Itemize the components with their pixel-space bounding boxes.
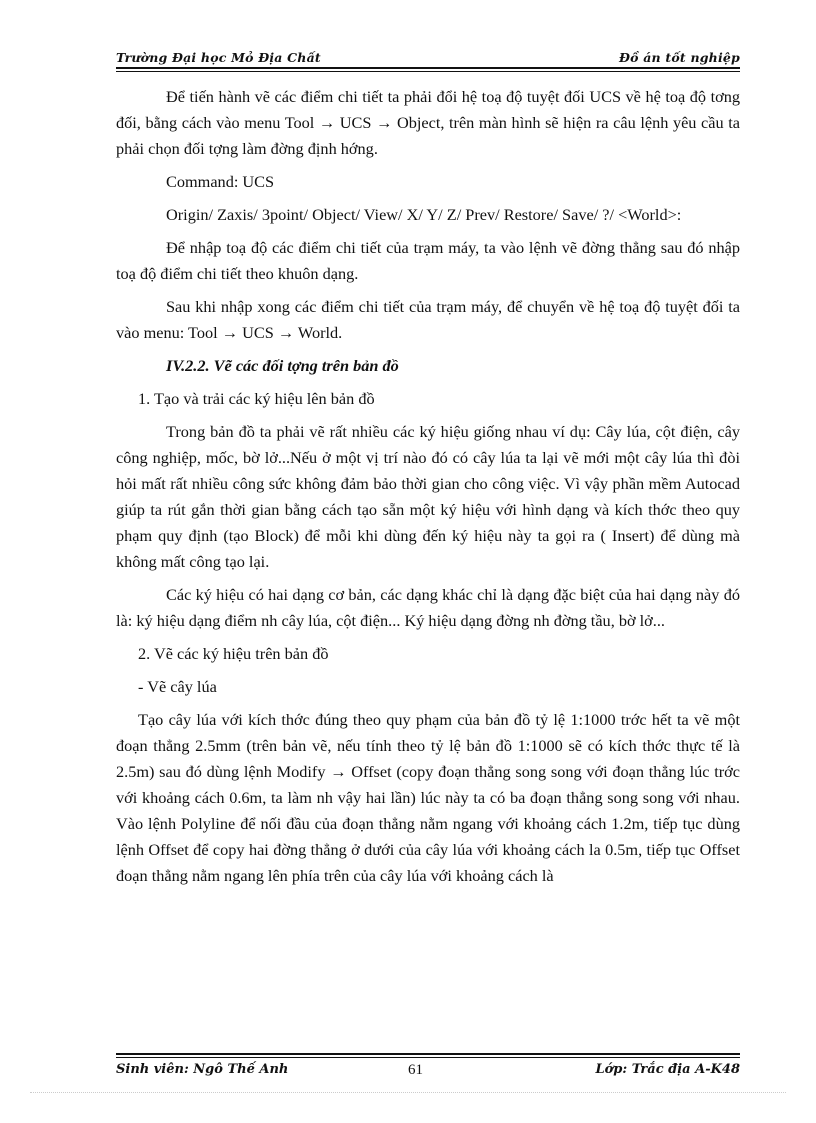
page-number: 61 [408, 1062, 423, 1078]
paragraph-command-options: Origin/ Zaxis/ 3point/ Object/ View/ X/ Y/ Z/ Prev/ Restore/ Save/ ?/ <World>: [166, 205, 682, 224]
paragraph-rice-steps: Tạo cây lúa với kích thớc đúng theo quy phạm của bản đồ tỷ lệ 1:1000 trớc hết ta vẽ một đoạn thẳng 2.5mm (trên bản vẽ, nếu tính theo tỷ lệ bản đồ 1:1000 sẽ có kích thớc thực tế là 2.5m) sau đó dùng lệnh Modify → Offset (copy đoạn thẳng song song với đoạn thẳng lúc trớc với khoảng cách 0.6m, ta làm nh vậy hai lần) lúc này ta có ba đoạn thẳng song song với nhau. Vào lệnh Polyline để nối đầu của đoạn thẳng nằm ngang với khoảng cách 1.2m, tiếp tục dùng lệnh Offset để copy hai đờng thẳng ở dưới của cây lúa với khoảng cách la 0.5m, tiếp tục Offset đoạn thẳng nằm ngang lên phía trên của cây lúa với khoảng cách là [116, 710, 740, 885]
paragraph-command: Command: UCS [166, 172, 275, 191]
header-rule-thick [116, 67, 740, 69]
footer-rule-thick [116, 1053, 740, 1055]
header-school: Trường Đại học Mỏ Địa Chất [116, 50, 321, 65]
subheading-rice: - Vẽ cây lúa [138, 677, 217, 696]
subheading-draw-symbols: 2. Vẽ các ký hiệu trên bản đồ [138, 644, 329, 663]
header-rule-thin [116, 71, 740, 72]
body-text [116, 84, 740, 896]
paragraph-ucs-intro: Để tiến hành vẽ các điểm chi tiết ta phải đổi hệ toạ độ tuyệt đối UCS về hệ toạ độ tơng đối, bằng cách vào menu Tool → UCS → Object, trên màn hình sẽ hiện ra câu lệnh yêu cầu ta phải chọn đối tợng làm đờng định hớng. [116, 87, 740, 158]
header-doc-type: Đồ án tốt nghiệp [619, 50, 740, 65]
footer-student: Sinh viên: Ngô Thế Anh [116, 1062, 289, 1077]
paragraph-input-coords: Để nhập toạ độ các điểm chi tiết của trạm máy, ta vào lệnh vẽ đờng thẳng sau đó nhập toạ độ điểm chi tiết theo khuôn dạng. [116, 238, 740, 283]
paragraph-symbols: Trong bản đồ ta phải vẽ rất nhiều các ký hiệu giống nhau ví dụ: Cây lúa, cột điện, cây công nghiệp, mốc, bờ lở...Nếu ở một vị trí nào đó có cây lúa ta lại vẽ mới một cây lúa thì đòi hỏi mất rất nhiều công sức không đảm bảo thời gian cho công việc. Vì vậy phần mềm Autocad giúp ta rút gắn thời gian bằng cách tạo sẵn một ký hiệu với hình dạng và kích thớc theo quy phạm quy định (tạo Block) để mỗi khi dùng đến ký hiệu này ta gọi ra ( Insert) để dùng mà không mất công tạo lại. [116, 422, 740, 571]
page-bottom-dotted-rule [30, 1092, 786, 1093]
footer-rule-thin [116, 1057, 740, 1058]
subheading-create-symbols: 1. Tạo và trải các ký hiệu lên bản đồ [138, 389, 375, 408]
page-footer [116, 1062, 740, 1080]
paragraph-symbol-types: Các ký hiệu có hai dạng cơ bản, các dạng khác chỉ là dạng đặc biệt của hai dạng này đó là: ký hiệu dạng điểm nh cây lúa, cột điện... Ký hiệu dạng đờng nh đờng tầu, bờ lở... [116, 585, 740, 630]
page-header [116, 50, 740, 66]
section-heading: IV.2.2. Vẽ các đối tợng trên bản đồ [166, 356, 399, 375]
paragraph-return-world: Sau khi nhập xong các điểm chi tiết của trạm máy, để chuyển về hệ toạ độ tuyệt đối ta vào menu: Tool → UCS → World. [116, 297, 740, 342]
footer-class: Lớp: Trắc địa A-K48 [595, 1062, 740, 1077]
